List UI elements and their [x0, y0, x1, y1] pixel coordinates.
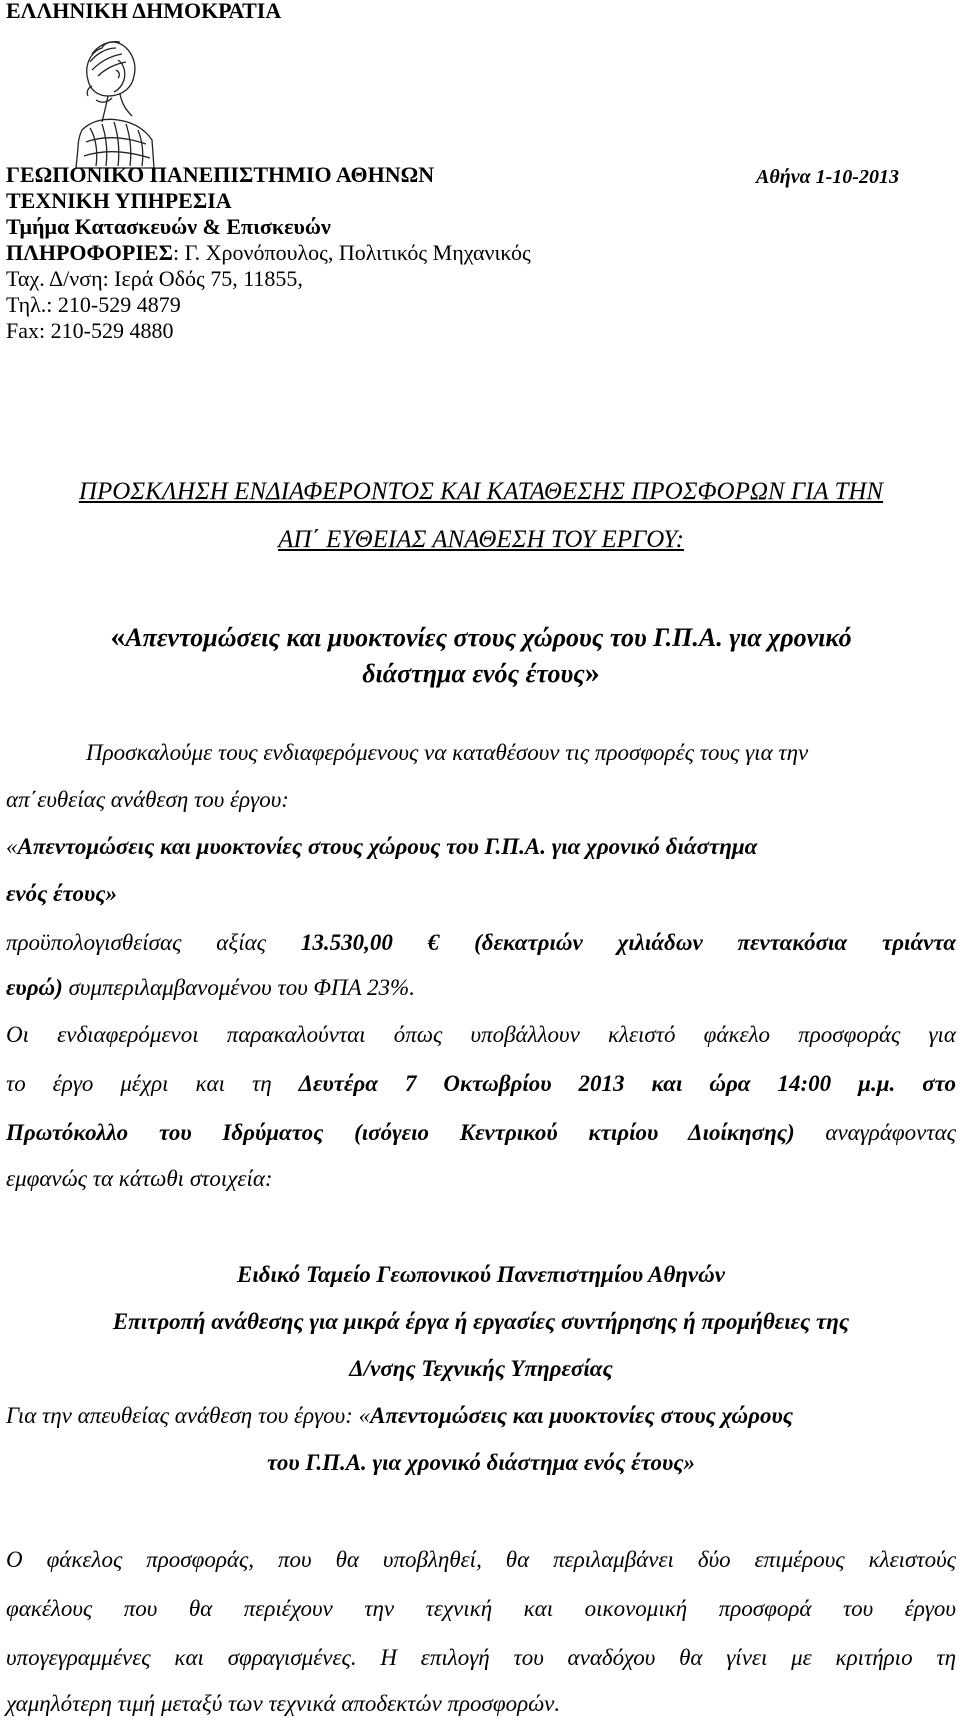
deadline-writing-note: αναγράφοντας	[794, 1120, 956, 1145]
closing-line-1: Ο φάκελος προσφοράς, που θα υποβληθεί, θα περιλαμβάνει δύο επιμέρους κλειστούς	[6, 1547, 956, 1572]
deadline-line-4: εμφανώς τα κάτωθι στοιχεία:	[6, 1166, 273, 1191]
subject-line-2	[6, 656, 956, 690]
project-name-text-1: Απεντομώσεις και μυοκτονίες στους χώρους του Γ.Π.Α. για χρονικό διάστημα	[17, 834, 758, 859]
budget-currency-word: ευρώ)	[6, 975, 63, 1000]
budget-amount: 13.530,00 € (δεκατριών χιλιάδων πεντακόσια τριάντα	[300, 930, 956, 955]
information-line	[6, 240, 531, 266]
project-open-quote: «	[6, 834, 18, 859]
envelope-line-4	[6, 1403, 793, 1429]
subject-line-1	[6, 620, 956, 654]
envelope-intro: Για την απευθείας ανάθεση του έργου: «	[6, 1403, 371, 1428]
budget-label: προϋπολογισθείσας αξίας	[6, 930, 301, 955]
postal-address: Ταχ. Δ/νση: Ιερά Οδός 75, 11855,	[6, 266, 303, 291]
envelope-line-1: Ειδικό Ταμείο Γεωπονικού Πανεπιστημίου Αθηνών	[237, 1262, 725, 1287]
deadline-line-2	[6, 1061, 956, 1107]
invitation-title-line-2: ΑΠ΄ ΕΥΘΕΙΑΣ ΑΝΑΘΕΣΗ ΤΟΥ ΕΡΓΟΥ:	[278, 526, 684, 553]
subject-text-2: διάστημα ενός έτους	[362, 659, 585, 688]
deadline-location: Πρωτόκολλο του Ιδρύματος (ισόγειο Κεντρικού κτιρίου Διοίκησης)	[6, 1120, 795, 1145]
university-name: ΓΕΩΠΟΝΙΚΟ ΠΑΝΕΠΙΣΤΗΜΙΟ ΑΘΗΝΩΝ	[6, 162, 435, 187]
document-date: Αθήνα 1-10-2013	[756, 166, 899, 188]
deadline-date: Δευτέρα 7 Οκτωβρίου 2013 και ώρα 14:00 μ.μ. στο	[298, 1071, 957, 1096]
budget-line-1	[6, 920, 956, 966]
deadline-intro: το έργο μέχρι και τη	[6, 1071, 299, 1096]
subject-text-1: Απεντομώσεις και μυοκτονίες στους χώρους του Γ.Π.Α. για χρονικό	[125, 623, 852, 652]
envelope-line-2: Επιτροπή ανάθεσης για μικρά έργα ή εργασίες συντήρησης ή προμήθειες της	[112, 1309, 850, 1334]
subject-open-quote: «	[110, 620, 126, 653]
project-name-line-1	[6, 834, 757, 860]
information-label: ΠΛΗΡΟΦΟΡΙΕΣ	[6, 240, 173, 265]
closing-line-3: υπογεγραμμένες και σφραγισμένες. Η επιλογή του αναδόχου θα γίνει με κριτήριο τη	[6, 1645, 956, 1670]
service-name: ΤΕΧΝΙΚΗ ΥΠΗΡΕΣΙΑ	[6, 188, 232, 213]
deadline-line-1: Οι ενδιαφερόμενοι παρακαλούνται όπως υποβάλλουν κλειστό φάκελο προσφοράς για	[6, 1022, 956, 1047]
envelope-project-name: Απεντομώσεις και μυοκτονίες στους χώρους	[370, 1403, 794, 1428]
project-name-line-2: ενός έτους»	[6, 881, 117, 906]
closing-line-4: χαμηλότερη τιμή μεταξύ των τεχνικά αποδεκτών προσφορών.	[6, 1691, 561, 1716]
country-heading: ΕΛΛΗΝΙΚΗ ΔΗΜΟΚΡΑΤΙΑ	[6, 0, 282, 23]
closing-line-2: φακέλους που θα περιέχουν την τεχνική και οικονομική προσφορά του έργου	[6, 1596, 956, 1621]
invitation-title-line-1: ΠΡΟΣΚΛΗΣΗ ΕΝΔΙΑΦΕΡΟΝΤΟΣ ΚΑΙ ΚΑΤΑΘΕΣΗΣ ΠΡΟΣΦΟΡΩΝ ΓΙΑ ΤΗΝ	[78, 478, 884, 505]
budget-line-2	[6, 975, 415, 1001]
envelope-line-5: του Γ.Π.Α. για χρονικό διάστημα ενός έτους»	[266, 1450, 695, 1475]
department-name: Τμήμα Κατασκευών & Επισκευών	[6, 214, 331, 239]
subject-close-quote: »	[584, 656, 600, 689]
university-crest-logo	[62, 30, 168, 170]
budget-vat-note: συμπεριλαμβανομένου του ΦΠΑ 23%.	[62, 975, 415, 1000]
information-value: : Γ. Χρονόπουλος, Πολιτικός Μηχανικός	[172, 240, 531, 265]
deadline-line-3	[6, 1110, 956, 1156]
fax-number: Fax: 210-529 4880	[6, 318, 174, 343]
phone-number: Τηλ.: 210-529 4879	[6, 292, 181, 317]
envelope-line-3: Δ/νσης Τεχνικής Υπηρεσίας	[349, 1356, 613, 1381]
invitation-text-line-2: απ΄ευθείας ανάθεση του έργου:	[6, 787, 289, 812]
invitation-text-line-1: Προσκαλούμε τους ενδιαφερόμενους να καταθέσουν τις προσφορές τους για την	[86, 740, 809, 765]
